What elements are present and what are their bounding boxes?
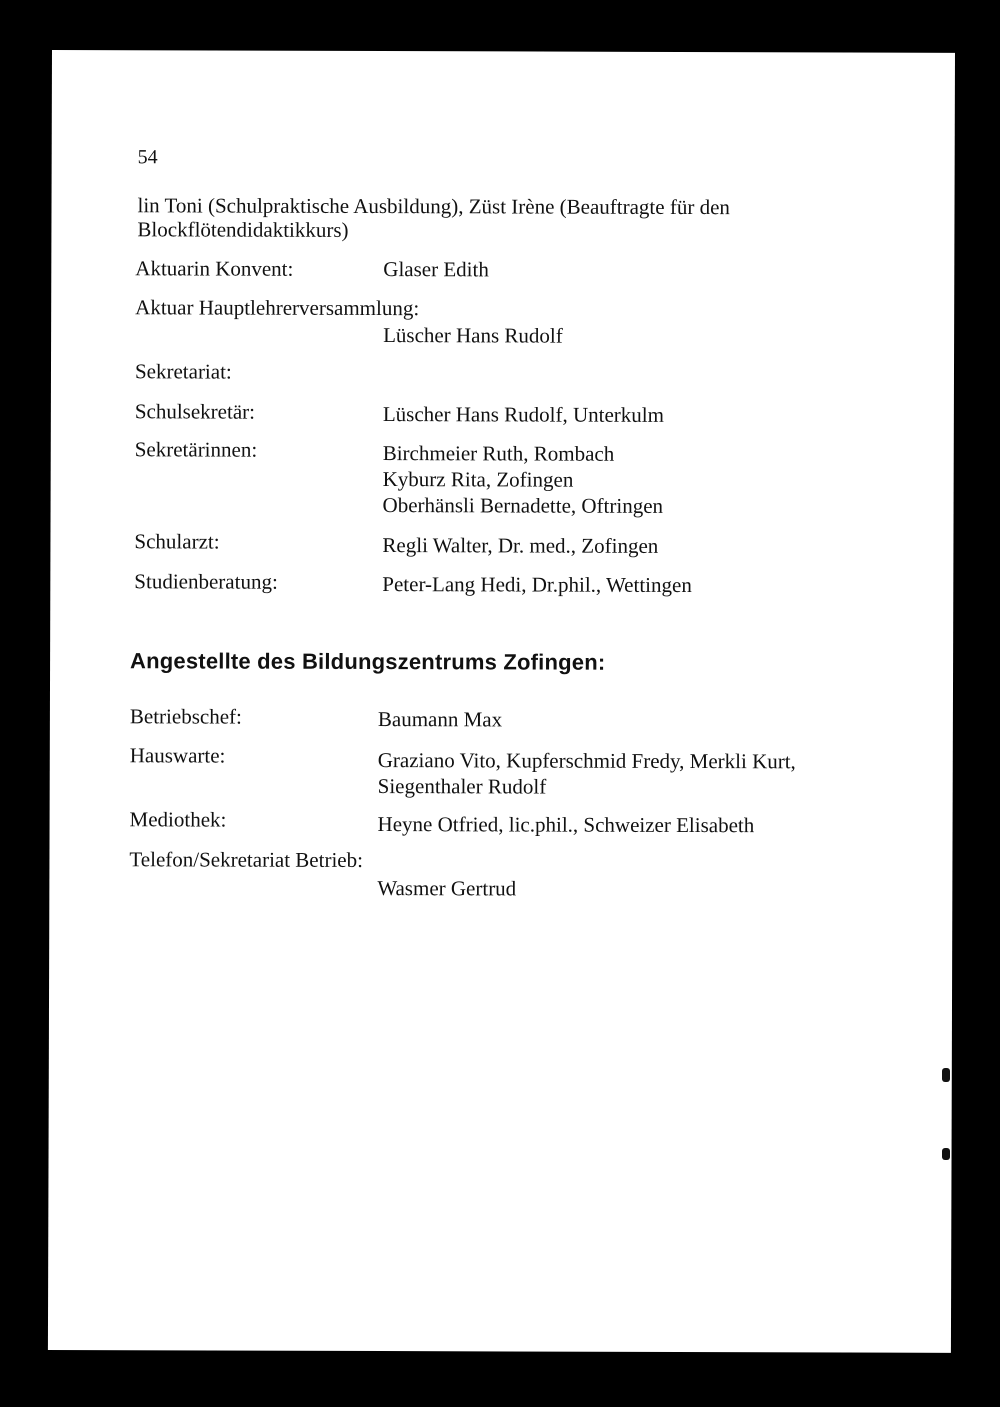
row-value-telefon-sekretariat: Wasmer Gertrud xyxy=(377,876,517,901)
row-label-sekretaerinnen: Sekretärinnen: xyxy=(134,437,258,462)
row-label-mediothek: Mediothek: xyxy=(129,807,227,832)
page-number: 54 xyxy=(137,146,158,169)
row-label-sekretariat: Sekretariat: xyxy=(134,359,232,384)
intro-text: lin Toni (Schulpraktische Ausbildung), Züst Irène (Beauftragte für den Blockflötendidaktikkurs) xyxy=(137,193,730,242)
row-value-mediothek: Heyne Otfried, lic.phil., Schweizer Elisabeth xyxy=(377,812,755,838)
row-value-schularzt: Regli Walter, Dr. med., Zofingen xyxy=(382,533,659,558)
row-value-studienberatung: Peter-Lang Hedi, Dr.phil., Wettingen xyxy=(382,572,692,598)
row-value-sekretaerinnen: Birchmeier Ruth, Rombach Kyburz Rita, Zofingen Oberhänsli Bernadette, Oftringen xyxy=(382,441,664,518)
row-label-studienberatung: Studienberatung: xyxy=(134,569,278,594)
row-value-aktuarin-konvent: Glaser Edith xyxy=(383,257,489,282)
row-value-hauswarte: Graziano Vito, Kupferschmid Fredy, Merkli Kurt, Siegenthaler Rudolf xyxy=(377,748,796,799)
row-label-betriebschef: Betriebschef: xyxy=(129,704,242,729)
scan-edge-mark xyxy=(942,1068,950,1082)
row-label-hauswarte: Hauswarte: xyxy=(129,743,226,768)
row-label-telefon-sekretariat: Telefon/Sekretariat Betrieb: xyxy=(129,847,364,872)
row-label-aktuar-hauptlehrerversammlung: Aktuar Hauptlehrerversammlung: xyxy=(135,295,420,321)
row-value-schulsekretaer: Lüscher Hans Rudolf, Unterkulm xyxy=(382,402,665,427)
section-heading: Angestellte des Bildungszentrums Zofingen: xyxy=(130,648,606,675)
row-label-aktuarin-konvent: Aktuarin Konvent: xyxy=(135,256,294,281)
row-label-schularzt: Schularzt: xyxy=(134,529,220,554)
scan-edge-mark xyxy=(942,1148,950,1160)
row-value-betriebschef: Baumann Max xyxy=(377,707,503,732)
document-page xyxy=(48,50,955,1353)
row-label-schulsekretaer: Schulsekretär: xyxy=(134,399,256,424)
row-value-aktuar-hauptlehrerversammlung: Lüscher Hans Rudolf xyxy=(383,323,563,348)
